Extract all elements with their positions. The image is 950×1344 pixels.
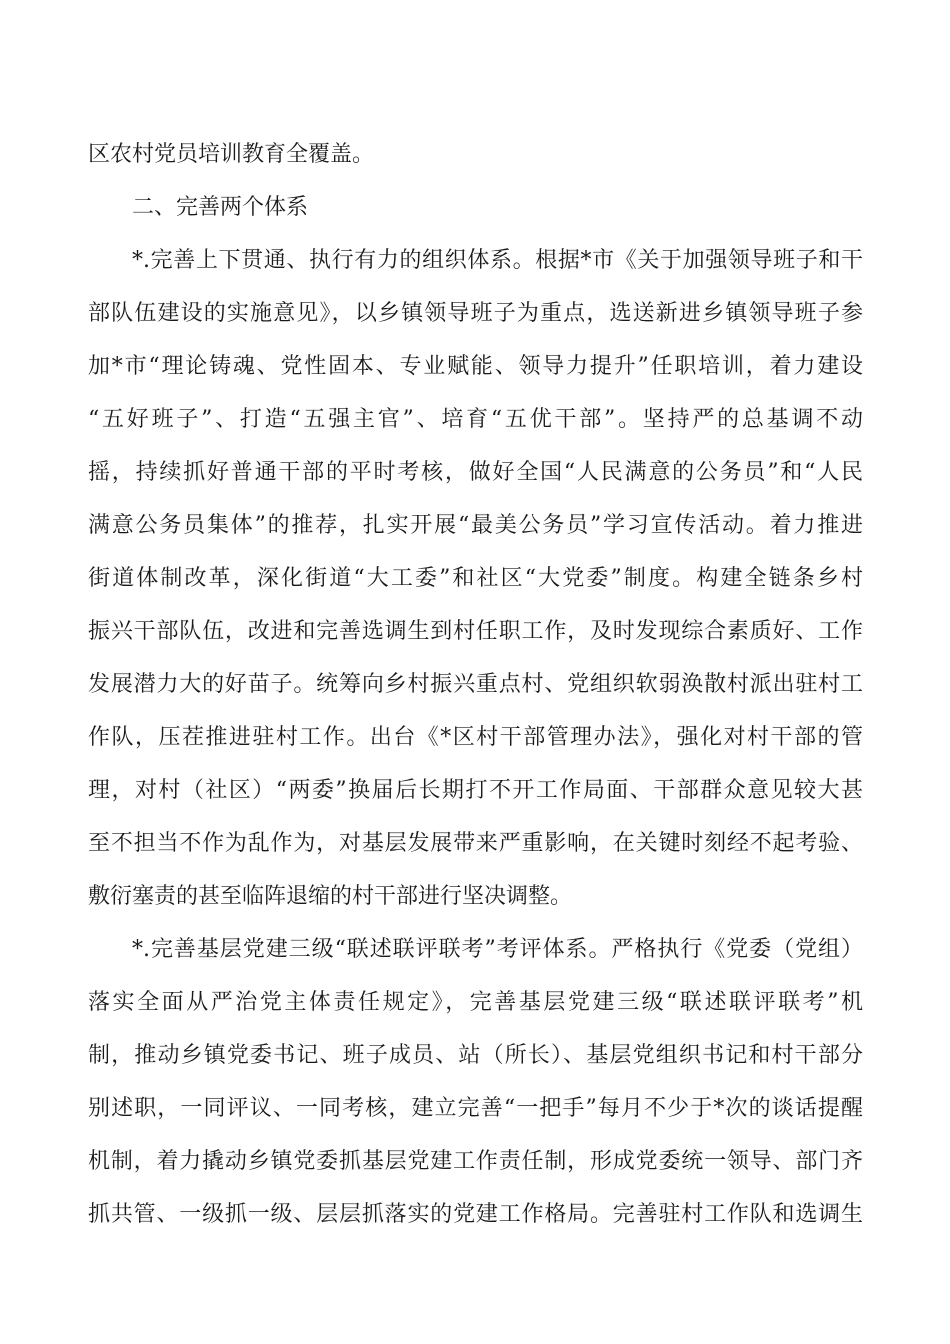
text-line: 区农村党员培训教育全覆盖。 [88, 142, 375, 167]
text-line: 街道体制改革，深化街道“大工委”和社区“大党委”制度。构建全链条乡村 [88, 566, 863, 591]
paragraph-first-line: *.完善基层党建三级“联述联评联考”考评体系。严格执行《党委（党组） [132, 937, 863, 962]
text-line: 部队伍建设的实施意见》，以乡镇领导班子为重点，选送新进乡镇领导班子参 [88, 301, 863, 326]
text-line: 敷衍塞责的甚至临阵退缩的村干部进行坚决调整。 [88, 884, 573, 909]
text-line: 振兴干部队伍，改进和完善选调生到村任职工作，及时发现综合素质好、工作 [88, 619, 863, 644]
text-line: 制，推动乡镇党委书记、班子成员、站（所长）、基层党组织书记和村干部分 [88, 1043, 863, 1068]
section-heading: 二、完善两个体系 [132, 195, 309, 220]
paragraph-first-line: *.完善上下贯通、执行有力的组织体系。根据*市《关于加强领导班子和干 [132, 248, 863, 273]
text-line: 至不担当不作为乱作为，对基层发展带来严重影响，在关键时刻经不起考验、 [88, 831, 863, 856]
text-line: 加*市“理论铸魂、党性固本、专业赋能、领导力提升”任职培训，着力建设 [88, 354, 863, 379]
text-line: 满意公务员集体”的推荐，扎实开展“最美公务员”学习宣传活动。着力推进 [88, 513, 863, 538]
text-line: 摇，持续抓好普通干部的平时考核，做好全国“人民满意的公务员”和“人民 [88, 460, 863, 485]
text-line: 别述职，一同评议、一同考核，建立完善“一把手”每月不少于*次的谈话提醒 [88, 1096, 863, 1121]
text-line: “五好班子”、打造“五强主官”、培育“五优干部”。坚持严的总基调不动 [88, 407, 863, 432]
text-line: 理，对村（社区）“两委”换届后长期打不开工作局面、干部群众意见较大甚 [88, 778, 863, 803]
text-line: 抓共管、一级抓一级、层层抓落实的党建工作格局。完善驻村工作队和选调生 [88, 1202, 863, 1227]
text-line: 作队，压茬推进驻村工作。出台《*区村干部管理办法》，强化对村干部的管 [88, 725, 863, 750]
text-line: 落实全面从严治党主体责任规定》，完善基层党建三级“联述联评联考”机 [88, 990, 863, 1015]
text-line: 机制，着力撬动乡镇党委抓基层党建工作责任制，形成党委统一领导、部门齐 [88, 1149, 863, 1174]
text-line: 发展潜力大的好苗子。统筹向乡村振兴重点村、党组织软弱涣散村派出驻村工 [88, 672, 863, 697]
